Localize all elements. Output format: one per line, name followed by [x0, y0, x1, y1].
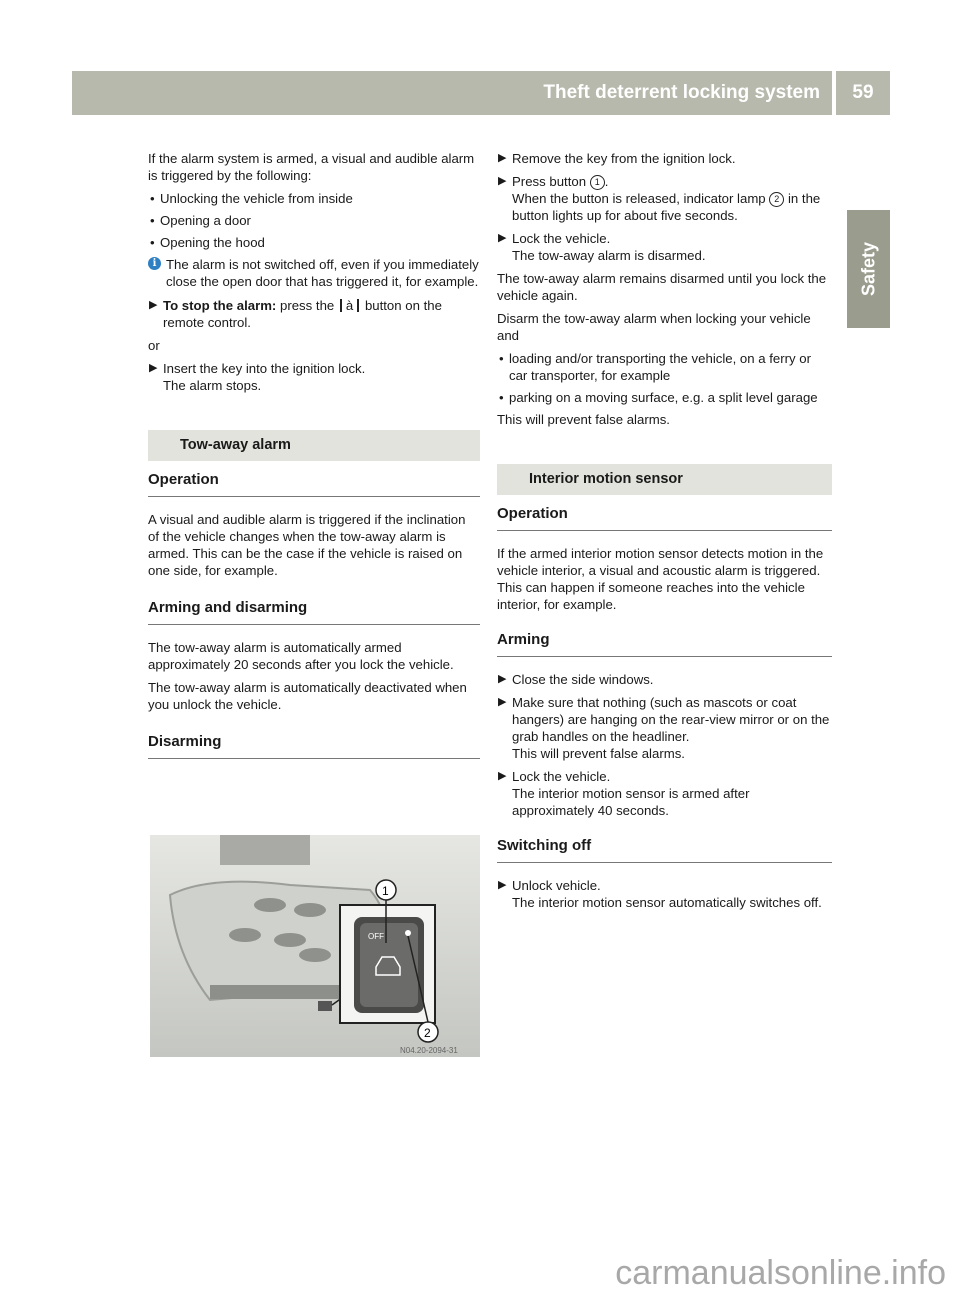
prevent-text: This will prevent false alarms.: [497, 412, 670, 427]
heading-operation: Operation: [497, 505, 832, 531]
right-column: [497, 150, 832, 917]
remains-text: The tow-away alarm remains disarmed until you lock the vehicle again.: [497, 271, 827, 303]
figure-illustration: [150, 835, 480, 1057]
step-arrow-icon: ▶: [149, 299, 158, 311]
step-arrow-icon: ▶: [498, 879, 507, 891]
press-button-step: ▶ Press button 1 . When the button is released, indicator lamp 2 in the button lights up for about five seconds.: [497, 173, 832, 224]
step-arrow-icon: ▶: [498, 175, 507, 187]
step-arrow-icon: ▶: [498, 673, 507, 685]
page-header: [0, 71, 890, 115]
section-interior-motion-sensor: Interior motion sensor: [497, 464, 832, 495]
step-arrow-icon: ▶: [498, 696, 507, 708]
disarm-when-text: Disarm the tow-away alarm when locking your vehicle and: [497, 311, 811, 343]
figure-code: N04.20-2094-31: [400, 1046, 458, 1055]
section-tow-away-alarm: Tow-away alarm: [148, 430, 480, 461]
info-note: [148, 256, 480, 290]
watermark: carmanualsonline.info: [615, 1254, 946, 1292]
off-label: OFF: [368, 932, 384, 941]
trigger-item: • Opening the hood: [148, 234, 480, 251]
lock-vehicle-step: ▶ Lock the vehicle. The tow-away alarm is disarmed.: [497, 230, 832, 264]
step-result: The tow-away alarm is disarmed.: [512, 248, 706, 263]
step-result: When the button is released, indicator lamp 2 in the button lights up for about five seconds.: [512, 191, 821, 223]
switching-off-step: ▶ Unlock vehicle. The interior motion sensor automatically switches off.: [497, 877, 832, 911]
operation-text: If the armed interior motion sensor detects motion in the vehicle interior, a visual and acoustic alarm is triggered. This can happen if someone reaches into the vehicle interior, for example.: [497, 546, 824, 612]
trigger-item: • Opening a door: [148, 212, 480, 229]
arming-text-1: The tow-away alarm is automatically armed approximately 20 seconds after you lock the vehicle.: [148, 640, 454, 672]
arming-step: ▶ Make sure that nothing (such as mascots or coat hangers) are hanging on the rear-view mirror or on the grab handles on the headliner. This will prevent false alarms.: [497, 694, 832, 762]
info-icon: i: [148, 257, 161, 270]
left-column: [148, 150, 480, 773]
heading-disarming: Disarming: [148, 733, 480, 759]
display-screen: [220, 835, 310, 865]
insert-key-step: ▶ Insert the key into the ignition lock. The alarm stops.: [148, 360, 480, 394]
heading-operation: Operation: [148, 471, 480, 497]
remove-key-step: ▶ Remove the key from the ignition lock.: [498, 151, 736, 166]
header-title: Theft deterrent locking system: [72, 71, 832, 115]
page-number: 59: [836, 71, 890, 115]
tow-away-switch-small: [318, 1001, 332, 1011]
step-arrow-icon: ▶: [149, 362, 158, 374]
heading-arming: Arming: [497, 631, 832, 657]
step-result: This will prevent false alarms.: [512, 746, 685, 761]
disarm-condition: • parking on a moving surface, e.g. a split level garage: [497, 389, 832, 406]
remote-panic-button-icon: à: [340, 299, 359, 312]
side-tab-safety: [847, 210, 890, 328]
disarm-condition: • loading and/or transporting the vehicle, on a ferry or car transporter, for example: [497, 350, 832, 384]
stop-alarm-step: ▶ To stop the alarm: press the à button on the remote control.: [149, 298, 442, 330]
arming-text-2: The tow-away alarm is automatically deactivated when you unlock the vehicle.: [148, 680, 467, 712]
step-result: The interior motion sensor is armed after approximately 40 seconds.: [512, 786, 750, 818]
console-button: [299, 948, 331, 962]
console-button: [294, 903, 326, 917]
callout-ref-2: 2: [769, 192, 784, 207]
callout-1-label: 1: [382, 884, 389, 898]
console-button: [229, 928, 261, 942]
heading-switching-off: Switching off: [497, 837, 832, 863]
or-text: or: [148, 338, 160, 353]
step-arrow-icon: ▶: [498, 232, 507, 244]
arming-step: ▶ Close the side windows.: [498, 672, 654, 687]
callout-2-label: 2: [424, 1026, 431, 1040]
intro-text: If the alarm system is armed, a visual and audible alarm is triggered by the following:: [148, 151, 475, 183]
operation-text: A visual and audible alarm is triggered if the inclination of the vehicle changes when the tow-away alarm is armed. This can be the case if the vehicle is raised on one side, for example.: [148, 512, 466, 578]
side-tab-label: Safety: [858, 241, 878, 297]
step-arrow-icon: ▶: [498, 152, 507, 164]
callout-ref-1: 1: [590, 175, 605, 190]
step-result: The interior motion sensor automatically switches off.: [512, 895, 822, 910]
heading-arming-disarming: Arming and disarming: [148, 599, 480, 625]
console-button: [274, 933, 306, 947]
trigger-item: • Unlocking the vehicle from inside: [148, 190, 480, 207]
indicator-lamp: [405, 930, 411, 936]
step-bold-label: To stop the alarm:: [163, 298, 277, 313]
console-button: [254, 898, 286, 912]
note-text: The alarm is not switched off, even if you immediately close the open door that has triggered it, for example.: [166, 257, 479, 289]
step-result: The alarm stops.: [163, 378, 262, 393]
arming-step: ▶ Lock the vehicle. The interior motion sensor is armed after approximately 40 seconds.: [497, 768, 832, 819]
step-arrow-icon: ▶: [498, 770, 507, 782]
overhead-control-panel-figure: [150, 835, 480, 1057]
